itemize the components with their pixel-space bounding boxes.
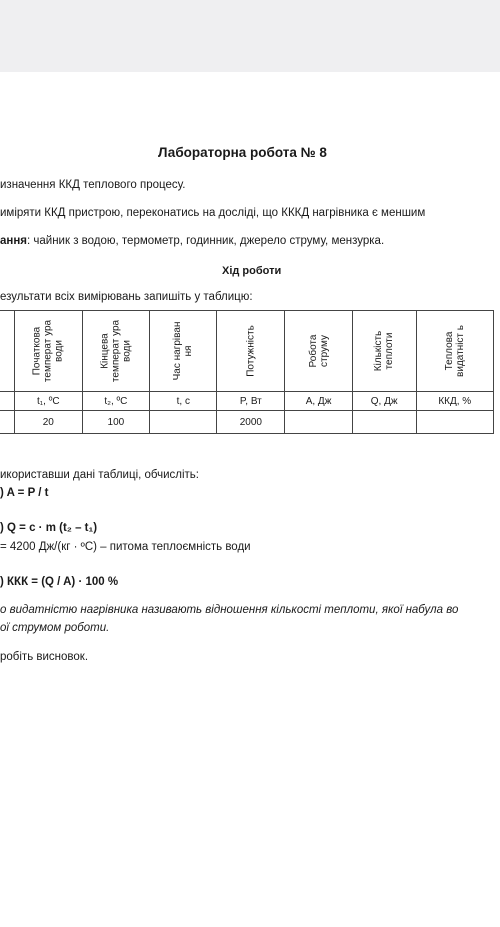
formula-work: ) A = P / t — [0, 487, 49, 499]
table-instruction: езультати всіх вимірювань запишіть у таблицю: — [0, 291, 253, 303]
equipment-list: : чайник з водою, термометр, годинник, джерело струму, мензурка. — [27, 235, 385, 247]
section-title: Хід роботи — [222, 265, 282, 277]
table-unit-cell: ККД, % — [416, 392, 493, 411]
table-header-work: Робота струму — [285, 311, 353, 392]
definition-line-2: ої струмом роботи. — [0, 622, 110, 634]
table-value-cell — [352, 411, 416, 434]
formula-heat: ) Q = c · m (t₂ – t₁) — [0, 522, 98, 534]
table-unit-cell: A, Дж — [285, 392, 353, 411]
table-unit-cell: t₂, ºC — [82, 392, 150, 411]
table-unit-cell: Q, Дж — [352, 392, 416, 411]
table-value-cell — [285, 411, 353, 434]
table-header-efficiency: Теплова видатніст ь — [416, 311, 493, 392]
table-unit-cell: P, Вт — [217, 392, 285, 411]
browser-top-bar — [0, 0, 500, 72]
table-header-blank — [0, 311, 15, 392]
formula-efficiency: ) ККК = (Q / A) · 100 % — [0, 576, 119, 588]
formula-heat-note: = 4200 Дж/(кг · ºC) – питома теплоємність води — [0, 541, 251, 553]
table-value-cell: 100 — [82, 411, 150, 434]
document-page — [0, 72, 500, 927]
lab-equipment — [0, 234, 384, 248]
table-value-cell: 2000 — [217, 411, 285, 434]
table-value-cell — [416, 411, 493, 434]
definition-line-1: о видатністю нагрівника називають відношення кількості теплоти, якої набула во — [0, 604, 459, 616]
table-value-blank — [0, 411, 15, 434]
table-unit-cell: t₁, ºC — [15, 392, 82, 411]
calc-instruction: икориставши дані таблиці, обчисліть: — [0, 469, 199, 481]
measurements-table — [0, 310, 494, 434]
table-header-heating-time: Час нагріван ня — [150, 311, 217, 392]
conclusion-instruction: робіть висновок. — [0, 651, 89, 663]
table-header-power: Потужність — [217, 311, 285, 392]
lab-title: Лабораторна робота № 8 — [158, 145, 327, 160]
table-unit-cell: t, c — [150, 392, 217, 411]
table-header-heat: Кількість теплоти — [352, 311, 416, 392]
equipment-label: ання — [0, 235, 27, 247]
table-unit-blank — [0, 392, 15, 411]
table-value-cell — [150, 411, 217, 434]
lab-topic: изначення ККД теплового процесу. — [0, 179, 186, 191]
table-header-final-temp: Кінцева температ ура води — [82, 311, 150, 392]
table-value-cell: 20 — [15, 411, 82, 434]
lab-goal: иміряти ККД пристрою, переконатись на досліді, що КККД нагрівника є меншим — [0, 207, 426, 219]
table-header-initial-temp: Початкова температ ура води — [15, 311, 82, 392]
